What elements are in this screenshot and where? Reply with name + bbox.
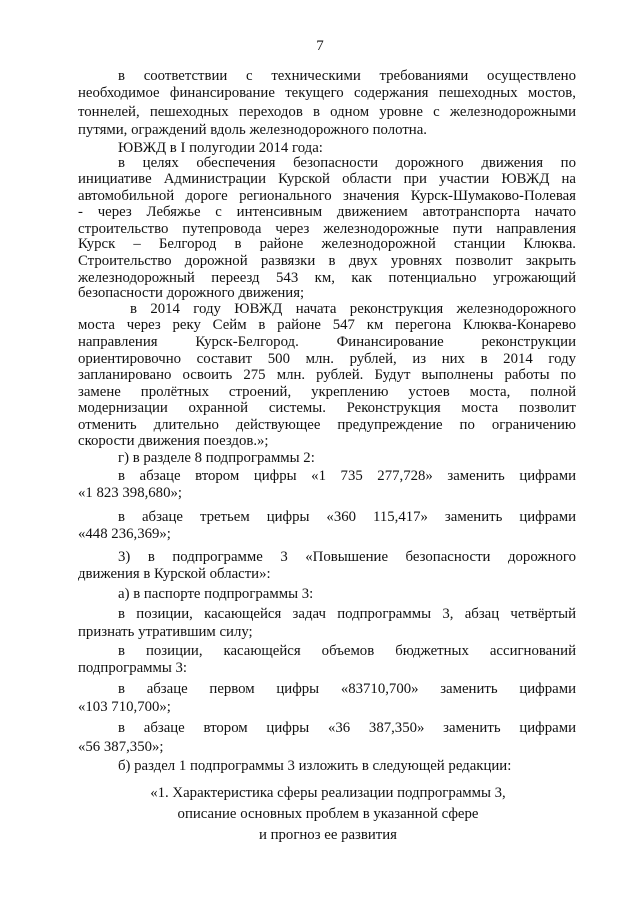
section-heading-line: описание основных проблем в указанной сфере <box>177 806 479 822</box>
text-line: в соответствии с техническими требованиями осуществлено <box>118 68 576 84</box>
section-heading-line: и прогноз ее развития <box>258 827 397 843</box>
section-heading-line: «1. Характеристика сферы реализации подпрограммы 3, <box>150 785 506 801</box>
text-line: замене пролётных строений, укреплению устоев моста, полной <box>78 383 576 400</box>
text-line: подпрограммы 3: <box>78 660 188 677</box>
text-line: г) в разделе 8 подпрограммы 2: <box>118 450 315 467</box>
text-line: необходимое финансирование текущего содержания пешеходных мостов, <box>78 85 576 102</box>
text-line: 3) в подпрограмме 3 «Повышение безопасности дорожного <box>118 548 576 565</box>
text-line: в абзаце третьем цифры «360 115,417» заменить цифрами <box>118 508 576 525</box>
text-line: путями, ограждений вдоль железнодорожного полотна. <box>78 122 427 139</box>
text-line: «1 823 398,680»; <box>78 484 182 501</box>
text-line: признать утратившим силу; <box>78 623 253 640</box>
text-line: в позиции, касающейся объемов бюджетных ассигнований <box>118 642 576 659</box>
text-line: направления Курск-Белгород. Финансирование реконструкции <box>78 334 576 351</box>
text-line: инициативе Администрации Курской области при участии ЮВЖД на <box>78 170 576 187</box>
text-line: в целях обеспечения безопасности дорожного движения по <box>118 155 576 172</box>
text-line: а) в паспорте подпрограммы 3: <box>118 586 314 603</box>
text-line: движения в Курской области»: <box>78 566 271 583</box>
text-line: в позиции, касающейся задач подпрограммы 3, абзац четвёртый <box>118 606 576 623</box>
text-line: в абзаце втором цифры «1 735 277,728» заменить цифрами <box>118 467 576 484</box>
text-line: Строительство дорожной развязки в двух уровнях позволит закрыть <box>78 252 576 269</box>
text-line: моста через реку Сейм в районе 547 км перегона Клюква-Конарево <box>78 317 576 334</box>
text-line: тоннелей, пешеходных переходов в одном уровне с железнодорожными <box>78 103 576 120</box>
text-line: ориентировочно составит 500 млн. рублей, из них в 2014 году <box>78 350 576 367</box>
text-line: - через Лебяжье с интенсивным движением автотранспорта начато <box>78 204 576 221</box>
text-line: «56 387,350»; <box>78 738 164 755</box>
text-line: отменить длительно действующее предупреждение по ограничению <box>78 416 576 433</box>
text-line: строительство путепровода через железнодорожные пути направления <box>78 220 576 237</box>
text-line: автомобильной дороге регионального значения Курск-Шумаково-Полевая <box>78 187 576 204</box>
text-line: Курск – Белгород в районе железнодорожной станции Клюква. <box>78 236 576 253</box>
text-line: безопасности дорожного движения; <box>78 285 305 302</box>
text-line: «448 236,369»; <box>78 525 171 542</box>
text-line: в абзаце втором цифры «36 387,350» заменить цифрами <box>118 720 576 737</box>
text-line: железнодорожный переезд 543 км, как потенциально угрожающий <box>78 269 576 286</box>
text-line: «103 710,700»; <box>78 698 171 715</box>
text-line: ЮВЖД в I полугодии 2014 года: <box>118 140 323 157</box>
text-line: б) раздел 1 подпрограммы 3 изложить в следующей редакции: <box>118 758 512 774</box>
text-line: в абзаце первом цифры «83710,700» заменить цифрами <box>118 681 576 698</box>
text-line: скорости движения поездов.»; <box>78 433 269 450</box>
text-line: модернизации охранной системы. Реконструкция моста позволит <box>78 400 576 417</box>
page-number: 7 <box>316 38 324 54</box>
text-line: запланировано освоить 275 млн. рублей. Будут выполнены работы по <box>78 367 576 384</box>
text-line: в 2014 году ЮВЖД начата реконструкция железнодорожного <box>130 300 576 317</box>
